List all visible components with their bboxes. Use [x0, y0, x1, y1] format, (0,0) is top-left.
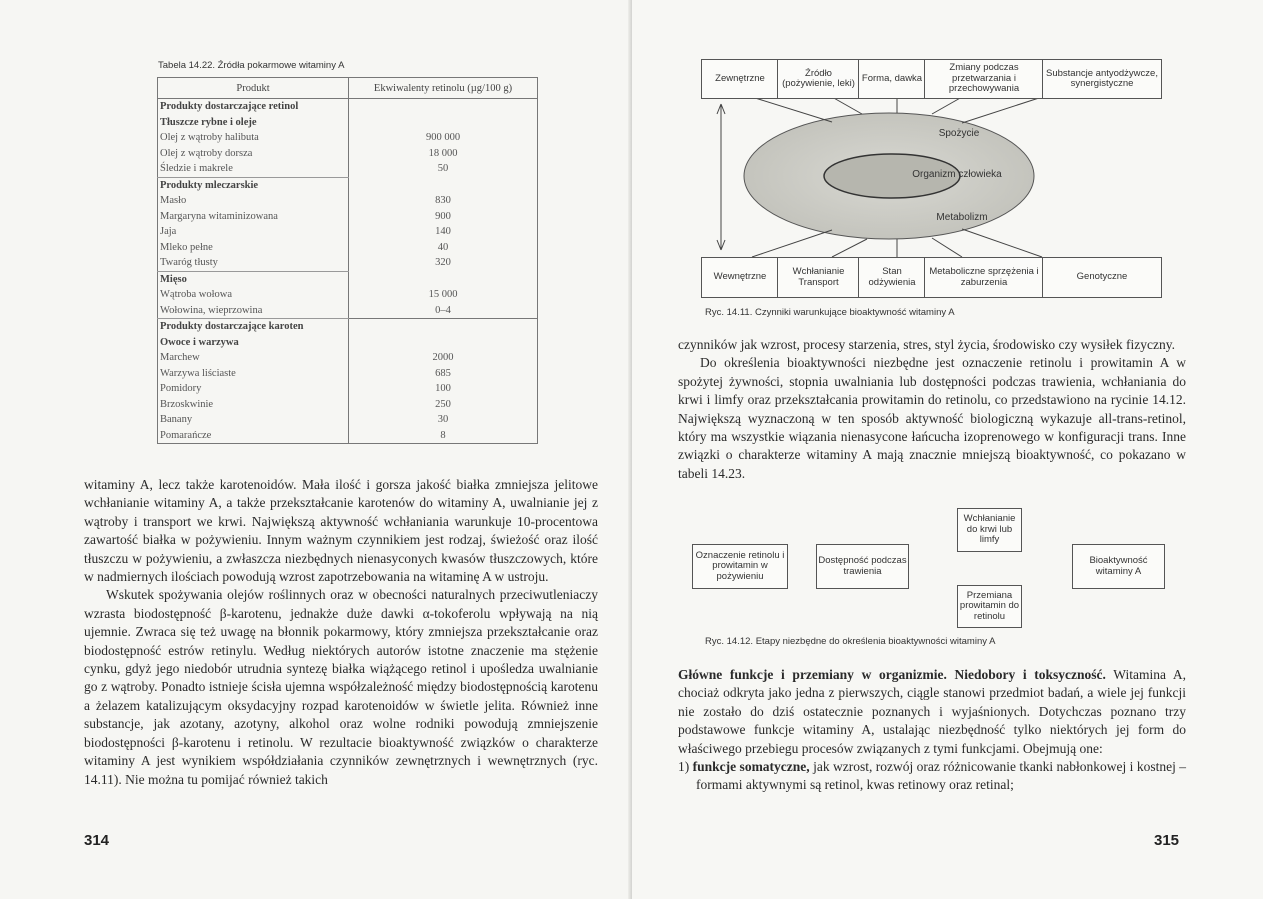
ellipse-label-human-body: Organizm człowieka — [912, 169, 1002, 180]
table-row — [158, 177, 538, 193]
factor-box-form-dose: Forma, dawka — [858, 59, 926, 99]
factor-box-external: Zewnętrzne — [701, 59, 779, 99]
ellipse-label-metabolism: Metabolizm — [936, 212, 988, 223]
step-box-absorption: Wchłanianie do krwi lub limfy — [957, 508, 1022, 552]
table-row — [158, 161, 538, 177]
factor-box-genotype: Genotyczne — [1042, 257, 1162, 298]
table-body — [158, 99, 538, 444]
page-number-right: 315 — [1154, 832, 1180, 849]
table-cell-product: Olej z wątroby halibuta — [158, 130, 349, 146]
factor-box-internal: Wewnętrzne — [701, 257, 779, 298]
step-box-availability: Dostępność podczas trawienia — [816, 544, 909, 589]
table-cell-value: 40 — [349, 240, 538, 256]
table-row — [158, 412, 538, 428]
list-item-number: 1) — [678, 759, 690, 775]
factor-box-metabolic: Metaboliczne sprzężenia i zaburzenia — [924, 257, 1044, 298]
table-cell-product: Twaróg tłusty — [158, 255, 349, 271]
vitamin-a-sources-table — [157, 77, 538, 444]
left-paragraph-1: witaminy A, lecz także karotenoidów. Mała ilość i gorsza jakość białka zmniejsza jelitowe wchłanianie witaminy A, a także przekształcanie karotenów do witaminy A, uwalnianie jej z wątroby i transport we krwi. Największą aktywność wchłaniania warunkuje 10-procentowa zawartość białka w pożywieniu. Innym ważnym czynnikiem jest rodzaj, świeżość oraz ilość tłuszczu w pożywieniu, a zwłaszcza niezbędnych nienasyconych kwasów tłuszczowych, które w nadmiernych ilościach powodują wzrost zapotrzebowania na witaminę A w ustroju. — [84, 477, 598, 585]
table-cell-product: Mleko pełne — [158, 240, 349, 256]
column-header-retinol-equivalents: Ekwiwalenty retinolu (µg/100 g) — [349, 78, 538, 99]
table-cell-product: Margaryna witaminizowana — [158, 209, 349, 225]
table-cell-product: Mięso — [158, 271, 349, 287]
right-paragraph-3 — [678, 666, 1186, 758]
table-cell-value: 685 — [349, 366, 538, 382]
table-cell-product: Wołowina, wieprzowina — [158, 303, 349, 319]
table-cell-value: 0–4 — [349, 303, 538, 319]
table-row — [158, 146, 538, 162]
right-body-text-bottom — [678, 666, 1186, 795]
table-row — [158, 381, 538, 397]
factor-box-absorption: Wchłanianie Transport — [777, 257, 860, 298]
table-row — [158, 366, 538, 382]
table-cell-value: 15 000 — [349, 287, 538, 303]
table-row — [158, 428, 538, 444]
table-cell-product: Marchew — [158, 350, 349, 366]
section-heading: Główne funkcje i przemiany w organizmie. Niedobory i toksyczność. — [678, 667, 1106, 682]
table-cell-product: Owoce i warzywa — [158, 335, 349, 351]
table-cell-value: 8 — [349, 428, 538, 444]
table-cell-product: Jaja — [158, 224, 349, 240]
table-cell-value — [349, 335, 538, 351]
table-cell-value: 320 — [349, 255, 538, 271]
table-row — [158, 193, 538, 209]
factor-box-source: Źródło (pożywienie, leki) — [777, 59, 860, 99]
table-cell-product: Brzoskwinie — [158, 397, 349, 413]
table-cell-product: Produkty mleczarskie — [158, 177, 349, 193]
step-box-bioactivity: Bioaktywność witaminy A — [1072, 544, 1165, 589]
list-item-text: jak wzrost, rozwój oraz różnicowanie tkanki nabłonkowej i kostnej – formami aktywnymi są retinol, kwas retinowy oraz retinal; — [696, 759, 1186, 793]
function-list-item-1 — [678, 758, 1186, 795]
ellipse-label-intake: Spożycie — [938, 128, 980, 139]
page-number-left: 314 — [84, 832, 110, 849]
table-cell-product: Tłuszcze rybne i oleje — [158, 115, 349, 131]
right-paragraph-2: Do określenia bioaktywności niezbędne jest oznaczenie retinolu i prowitamin A w spożytej żywności, stopnia uwalniania lub dostępności podczas trawienia, wchłaniania do krwi i limfy oraz przekształcania prowitamin do retinolu, co przedstawiono na rycinie 14.12. Największą wyznaczoną w ten sposób aktywność biologiczną wykazuje all-trans-retinol, który ma wszystkie wiązania nienasycone łańcucha izoprenowego w konfiguracji trans. Inne związki o charakterze witaminy A mają znacznie mniejszą bioaktywność, co pokazano w tabeli 14.23. — [678, 355, 1186, 481]
table-cell-value: 100 — [349, 381, 538, 397]
figure-14-11-caption: Ryc. 14.11. Czynniki warunkujące bioaktywność witaminy A — [705, 307, 955, 318]
table-cell-product: Pomidory — [158, 381, 349, 397]
table-cell-product: Olej z wątroby dorsza — [158, 146, 349, 162]
right-page — [632, 0, 1263, 899]
table-row — [158, 224, 538, 240]
table-row — [158, 130, 538, 146]
table-cell-product: Pomarańcze — [158, 428, 349, 444]
table-cell-product: Produkty dostarczające retinol — [158, 99, 349, 115]
table-row — [158, 335, 538, 351]
table-cell-value: 900 000 — [349, 130, 538, 146]
table-cell-value: 830 — [349, 193, 538, 209]
table-row — [158, 287, 538, 303]
right-body-text-top — [678, 336, 1186, 483]
table-cell-product: Śledzie i makrele — [158, 161, 349, 177]
table-row — [158, 255, 538, 271]
table-cell-value — [349, 319, 538, 335]
table-cell-value: 140 — [349, 224, 538, 240]
left-body-text — [84, 476, 598, 789]
table-row — [158, 271, 538, 287]
table-row — [158, 99, 538, 115]
step-box-conversion: Przemiana prowitamin do retinolu — [957, 585, 1022, 628]
table-row — [158, 240, 538, 256]
figure-14-12-caption: Ryc. 14.12. Etapy niezbędne do określenia bioaktywności witaminy A — [705, 636, 996, 647]
table-cell-value — [349, 99, 538, 115]
column-header-product: Produkt — [158, 78, 349, 99]
table-cell-value — [349, 115, 538, 131]
factor-box-nutrition-status: Stan odżywienia — [858, 257, 926, 298]
table-row — [158, 319, 538, 335]
table-row — [158, 350, 538, 366]
table-caption: Tabela 14.22. Źródła pokarmowe witaminy A — [158, 60, 345, 71]
table-cell-value — [349, 177, 538, 193]
table-cell-value: 250 — [349, 397, 538, 413]
step-box-determination: Oznaczenie retinolu i prowitamin w pożywieniu — [692, 544, 788, 589]
table-cell-value: 30 — [349, 412, 538, 428]
table-cell-value: 50 — [349, 161, 538, 177]
table-row — [158, 209, 538, 225]
factor-box-antinutrients: Substancje antyodżywcze, synergistyczne — [1042, 59, 1162, 99]
table-cell-value — [349, 271, 538, 287]
table-row — [158, 115, 538, 131]
factor-box-processing-changes: Zmiany podczas przetwarzania i przechowywania — [924, 59, 1044, 99]
table-cell-product: Produkty dostarczające karoten — [158, 319, 349, 335]
table-row — [158, 303, 538, 319]
table-cell-value: 2000 — [349, 350, 538, 366]
table-cell-value: 18 000 — [349, 146, 538, 162]
table-cell-product: Masło — [158, 193, 349, 209]
table-cell-value: 900 — [349, 209, 538, 225]
right-paragraph-3-text: Witamina A, chociaż odkryta jako jedna z pierwszych, ciągle stanowi przedmiot badań, a wiele jej funkcji nie zostało do dziś ostatecznie poznanych i wyjaśnionych. Dotychczas poznano trzy podstawowe funkcje witaminy A, ustalając niezbędność tylko niektórych jej form do właściwego przebiegu procesów związanych z tymi funkcjami. Obejmują one: — [678, 667, 1186, 756]
left-paragraph-2: Wskutek spożywania olejów roślinnych oraz w obecności naturalnych przeciwutleniaczy wzrasta biodostępność β-karotenu, jednakże duże dawki α-tokoferolu wpływają na nią ujemnie. Zwraca się też uwagę na błonnik pokarmowy, który zmniejsza przekształcanie oraz biodostępność estrów retinylu. Według niektórych autorów istotne znaczenie ma stężenie cynku, gdyż jego niedobór utrudnia syntezę białka wiążącego retinol i upośledza uwalnianie go z wątroby. Ponadto istnieje ścisła ujemna współzależność między biodostępnością karotenu a żelazem katalizującym oksydacyjny rozpad karotenoidów w świetle jelita. Również inne substancje, jak azotany, azotyny, alkohol oraz wolne rodniki powodują zmniejszenie biodostępności β-karotenu i retinolu. W rezultacie bioaktywność związków o charakterze witaminy A jest wynikiem współdziałania czynników zewnętrznych i wewnętrznych (ryc. 14.11). Nie można tu pomijać również takich — [84, 587, 598, 787]
table-cell-product: Banany — [158, 412, 349, 428]
right-paragraph-1: czynników jak wzrost, procesy starzenia, stres, styl życia, środowisko czy wysiłek fizyczny. — [678, 337, 1175, 352]
table-cell-product: Warzywa liściaste — [158, 366, 349, 382]
table-row — [158, 397, 538, 413]
list-item-bold: funkcje somatyczne, — [692, 759, 810, 775]
table-cell-product: Wątroba wołowa — [158, 287, 349, 303]
